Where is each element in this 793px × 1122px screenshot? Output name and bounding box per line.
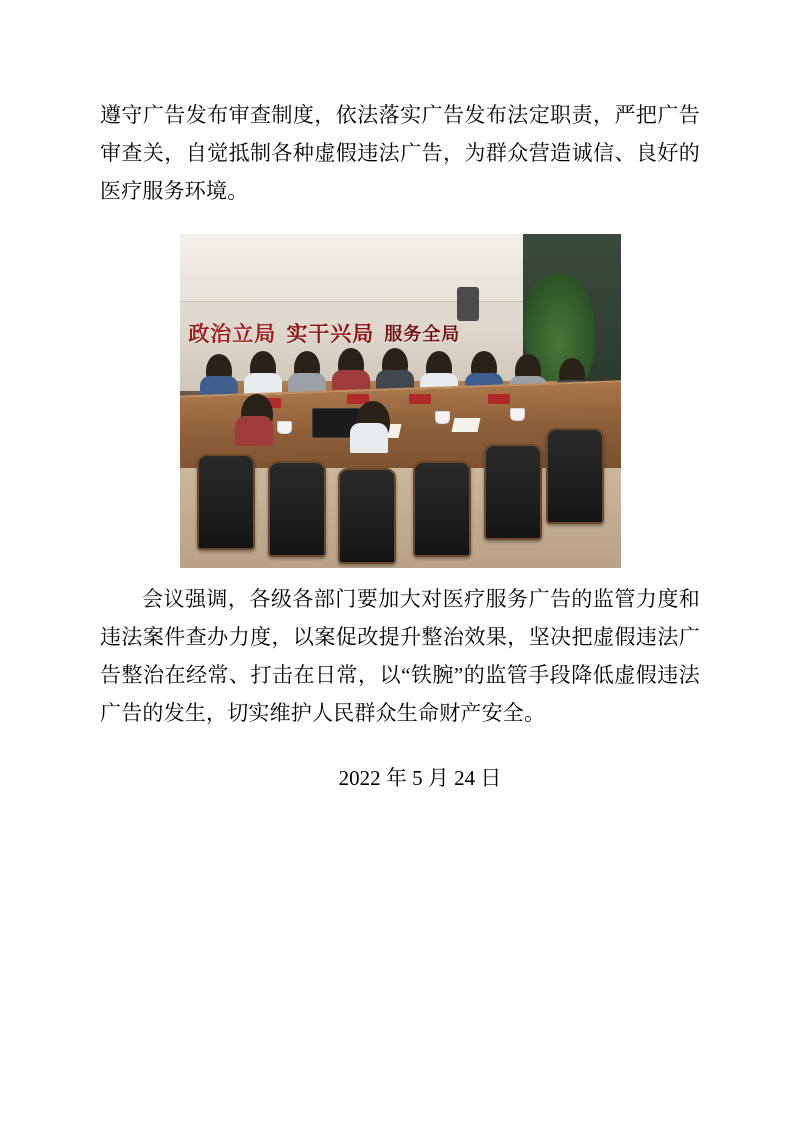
nameplate-icon [488,394,510,404]
paragraph-2: 会议强调，各级各部门要加大对医疗服务广告的监管力度和违法案件查办力度，以案促改提升整治效果，坚决把虚假违法广告整治在经常、打击在日常，以“铁腕”的监管手段降低虚假违法广告的发生，切实维护人民群众生命财产安全。 [100,587,700,725]
attendee-foreground [241,394,273,434]
nameplate-icon [409,394,431,404]
paragraph-1: 遵守广告发布审查制度，依法落实广告发布法定职责，严把广告审查关，自觉抵制各种虚假违法广告，为群众营造诚信、良好的医疗服务环境。 [100,103,700,203]
chair-icon [546,428,604,524]
banner-text-1: 政治立局 [188,321,277,346]
attendee-foreground [356,401,390,443]
banner-text-2: 实干兴局 [286,321,375,346]
chair-icon [268,461,326,557]
cup-icon [510,408,525,421]
banner-text-3: 服务全局 [384,323,461,344]
cup-icon [435,411,450,424]
chair-icon [197,454,255,550]
attendee [338,348,364,382]
document-content [100,96,700,792]
attendee [250,351,276,385]
attendee [426,351,452,385]
attendee [471,351,497,385]
attendee [294,351,320,385]
attendee [206,354,232,388]
chair-icon [413,461,471,557]
meeting-photo [180,234,621,568]
document-date: 2022 年 5 月 24 日 [338,766,502,790]
photo-block [100,234,700,568]
chair-icon [484,444,542,540]
cup-icon [277,421,292,434]
attendee [382,348,408,382]
chair-icon [338,468,396,564]
paper-icon [451,418,480,432]
